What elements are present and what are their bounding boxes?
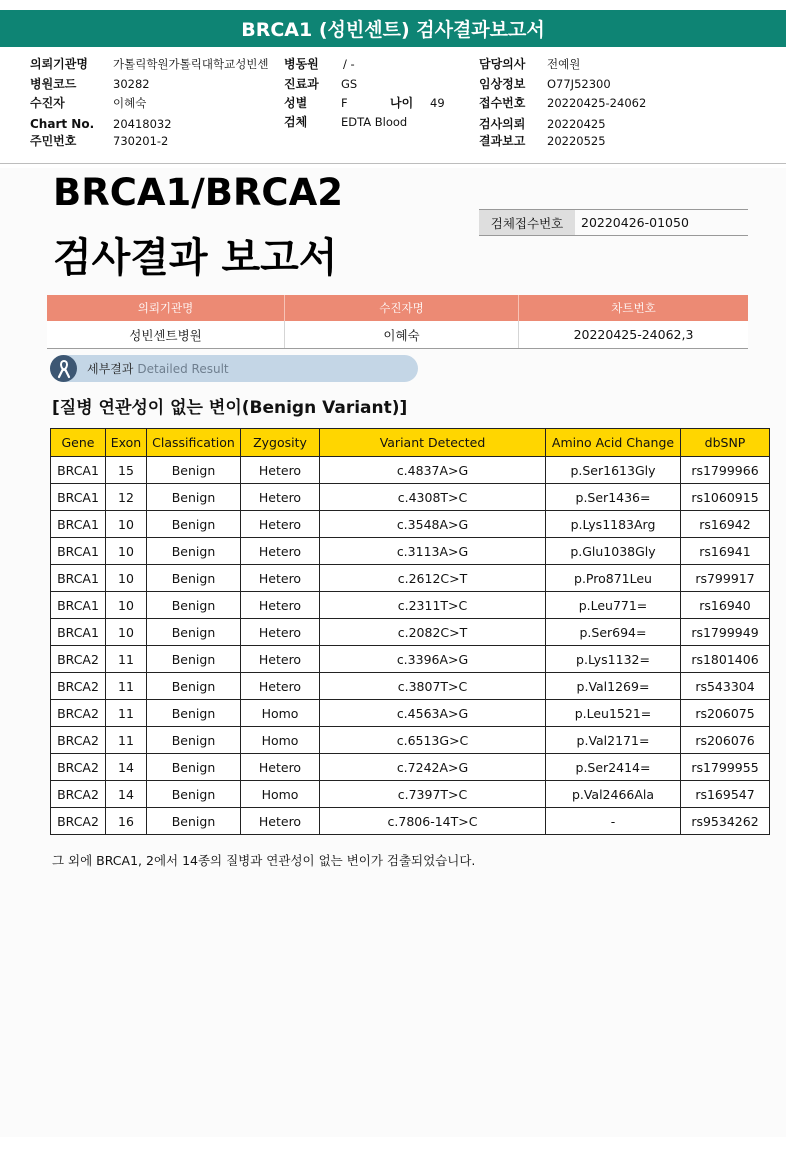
variant-cell-classification: Benign — [147, 511, 241, 538]
summary-header-cell: 수진자명 — [285, 295, 519, 321]
variant-cell-exon: 16 — [106, 808, 147, 835]
variant-cell-amino-acid: p.Lys1183Arg — [546, 511, 681, 538]
variant-cell-exon: 15 — [106, 457, 147, 484]
variant-cell-exon: 10 — [106, 592, 147, 619]
variant-cell-amino-acid: p.Val2466Ala — [546, 781, 681, 808]
variant-cell-classification: Benign — [147, 592, 241, 619]
variant-cell-exon: 14 — [106, 781, 147, 808]
variant-cell-gene: BRCA1 — [51, 511, 106, 538]
request-label: 검사의뢰 — [479, 117, 526, 131]
variant-row — [51, 457, 770, 484]
variant-cell-classification: Benign — [147, 484, 241, 511]
variant-cell-variant: c.2082C>T — [320, 619, 546, 646]
variant-header-cell: Zygosity — [241, 429, 320, 457]
variant-cell-exon: 10 — [106, 619, 147, 646]
variant-cell-zygosity: Hetero — [241, 457, 320, 484]
variant-cell-exon: 14 — [106, 754, 147, 781]
variant-cell-variant: c.2311T>C — [320, 592, 546, 619]
variant-cell-classification: Benign — [147, 727, 241, 754]
detailed-result-pill — [50, 355, 418, 382]
variant-cell-classification: Benign — [147, 754, 241, 781]
chart-label: Chart No. — [30, 117, 95, 131]
variant-cell-zygosity: Hetero — [241, 484, 320, 511]
request-value: 20220425 — [547, 117, 606, 131]
variant-cell-classification: Benign — [147, 646, 241, 673]
doctor-value: 전예원 — [547, 57, 581, 71]
patient-label: 수진자 — [30, 96, 65, 110]
variant-header-cell: Classification — [147, 429, 241, 457]
variant-row — [51, 619, 770, 646]
variant-row — [51, 592, 770, 619]
variant-cell-classification: Benign — [147, 565, 241, 592]
divider — [0, 163, 786, 164]
variant-cell-dbsnp: rs16940 — [681, 592, 770, 619]
report-title-line2: 검사결과 보고서 — [53, 235, 338, 281]
summary-value-cell: 20220425-24062,3 — [519, 321, 749, 349]
variant-cell-amino-acid: p.Ser1613Gly — [546, 457, 681, 484]
variant-cell-zygosity: Hetero — [241, 673, 320, 700]
variant-cell-variant: c.3396A>G — [320, 646, 546, 673]
variant-cell-zygosity: Hetero — [241, 511, 320, 538]
variant-cell-variant: c.7397T>C — [320, 781, 546, 808]
receipt-value: 20220425-24062 — [547, 96, 647, 110]
ward-label: 병동원 — [284, 57, 319, 71]
variant-cell-variant: c.7806-14T>C — [320, 808, 546, 835]
variant-row — [51, 484, 770, 511]
variant-cell-amino-acid: - — [546, 808, 681, 835]
variant-cell-gene: BRCA2 — [51, 673, 106, 700]
variant-row — [51, 673, 770, 700]
variant-cell-gene: BRCA1 — [51, 619, 106, 646]
variant-cell-exon: 12 — [106, 484, 147, 511]
specimen-receipt-label: 검체접수번호 — [479, 210, 575, 235]
sex-label: 성별 — [284, 96, 308, 110]
variant-cell-dbsnp: rs1801406 — [681, 646, 770, 673]
id-value: 730201-2 — [113, 134, 169, 148]
variant-cell-dbsnp: rs1799955 — [681, 754, 770, 781]
specimen-receipt-value: 20220426-01050 — [581, 215, 689, 230]
variant-cell-dbsnp: rs16941 — [681, 538, 770, 565]
variant-cell-gene: BRCA1 — [51, 484, 106, 511]
variant-cell-zygosity: Hetero — [241, 592, 320, 619]
variant-cell-exon: 11 — [106, 673, 147, 700]
variant-cell-dbsnp: rs1060915 — [681, 484, 770, 511]
variant-cell-exon: 11 — [106, 727, 147, 754]
variant-cell-classification: Benign — [147, 673, 241, 700]
variant-cell-variant: c.4308T>C — [320, 484, 546, 511]
variant-cell-gene: BRCA2 — [51, 700, 106, 727]
variant-cell-amino-acid: p.Ser1436= — [546, 484, 681, 511]
specimen-value: EDTA Blood — [341, 115, 408, 129]
report-title-line1: BRCA1/BRCA2 — [53, 171, 343, 214]
clinical-value: O77J52300 — [547, 77, 611, 91]
variant-cell-amino-acid: p.Ser2414= — [546, 754, 681, 781]
variant-row — [51, 511, 770, 538]
variant-cell-gene: BRCA2 — [51, 754, 106, 781]
variant-cell-classification: Benign — [147, 700, 241, 727]
variant-cell-gene: BRCA1 — [51, 592, 106, 619]
variant-cell-classification: Benign — [147, 781, 241, 808]
variant-cell-dbsnp: rs799917 — [681, 565, 770, 592]
variant-cell-amino-acid: p.Leu1521= — [546, 700, 681, 727]
variant-row — [51, 808, 770, 835]
summary-header-row — [47, 295, 748, 321]
variant-cell-exon: 11 — [106, 700, 147, 727]
institution-label: 의뢰기관명 — [30, 57, 88, 71]
variant-cell-zygosity: Hetero — [241, 646, 320, 673]
report-header-title: BRCA1 (성빈센트) 검사결과보고서 — [241, 19, 545, 41]
variant-cell-classification: Benign — [147, 538, 241, 565]
variant-row — [51, 781, 770, 808]
dept-label: 진료과 — [284, 77, 319, 91]
variant-cell-exon: 11 — [106, 646, 147, 673]
footnote: 그 외에 BRCA1, 2에서 14종의 질병과 연관성이 없는 변이가 검출되었습니다. — [52, 853, 476, 868]
variant-row — [51, 754, 770, 781]
variant-cell-zygosity: Homo — [241, 700, 320, 727]
variant-cell-variant: c.4563A>G — [320, 700, 546, 727]
variant-header-row — [51, 429, 770, 457]
variant-cell-amino-acid: p.Val1269= — [546, 673, 681, 700]
variant-cell-exon: 10 — [106, 538, 147, 565]
summary-value-cell: 이혜숙 — [285, 321, 519, 349]
variant-cell-zygosity: Hetero — [241, 619, 320, 646]
variant-row — [51, 700, 770, 727]
ribbon-icon — [50, 355, 77, 382]
variant-cell-dbsnp: rs1799949 — [681, 619, 770, 646]
detailed-result-label-ko: 세부결과 — [87, 362, 134, 376]
doctor-label: 담당의사 — [479, 57, 526, 71]
variant-cell-zygosity: Homo — [241, 727, 320, 754]
variant-cell-gene: BRCA1 — [51, 538, 106, 565]
variant-cell-zygosity: Hetero — [241, 754, 320, 781]
hospital-code-value: 30282 — [113, 77, 150, 91]
variant-cell-gene: BRCA2 — [51, 781, 106, 808]
report-date-label: 결과보고 — [479, 134, 526, 148]
variant-cell-amino-acid: p.Ser694= — [546, 619, 681, 646]
variant-cell-variant: c.2612C>T — [320, 565, 546, 592]
variant-row — [51, 727, 770, 754]
variant-cell-dbsnp: rs206076 — [681, 727, 770, 754]
summary-value-cell: 성빈센트병원 — [47, 321, 285, 349]
age-value: 49 — [430, 96, 445, 110]
id-label: 주민번호 — [30, 134, 77, 148]
variant-cell-exon: 10 — [106, 565, 147, 592]
report-date-value: 20220525 — [547, 134, 606, 148]
variant-cell-classification: Benign — [147, 457, 241, 484]
summary-header-cell: 의뢰기관명 — [47, 295, 285, 321]
variant-cell-variant: c.6513G>C — [320, 727, 546, 754]
summary-value-row — [47, 321, 748, 349]
patient-value: 이혜숙 — [113, 96, 147, 110]
variant-cell-amino-acid: p.Lys1132= — [546, 646, 681, 673]
detailed-result-label-en: Detailed Result — [137, 361, 229, 376]
variant-cell-zygosity: Hetero — [241, 538, 320, 565]
variant-cell-zygosity: Homo — [241, 781, 320, 808]
variant-cell-gene: BRCA2 — [51, 727, 106, 754]
sex-value: F — [341, 96, 348, 110]
variant-cell-dbsnp: rs206075 — [681, 700, 770, 727]
receipt-label: 접수번호 — [479, 96, 526, 110]
variant-row — [51, 538, 770, 565]
variant-cell-variant: c.3548A>G — [320, 511, 546, 538]
variant-cell-classification: Benign — [147, 619, 241, 646]
clinical-label: 임상정보 — [479, 77, 526, 91]
variant-cell-exon: 10 — [106, 511, 147, 538]
variant-cell-gene: BRCA1 — [51, 565, 106, 592]
summary-table — [47, 295, 748, 349]
variant-cell-dbsnp: rs169547 — [681, 781, 770, 808]
variant-cell-dbsnp: rs9534262 — [681, 808, 770, 835]
variant-cell-variant: c.3807T>C — [320, 673, 546, 700]
variant-cell-gene: BRCA2 — [51, 646, 106, 673]
variant-cell-zygosity: Hetero — [241, 808, 320, 835]
age-label: 나이 — [390, 96, 414, 110]
specimen-receipt-box — [479, 209, 748, 236]
variant-cell-variant: c.7242A>G — [320, 754, 546, 781]
variant-cell-amino-acid: p.Glu1038Gly — [546, 538, 681, 565]
variant-cell-variant: c.3113A>G — [320, 538, 546, 565]
variant-cell-zygosity: Hetero — [241, 565, 320, 592]
section-title: [질병 연관성이 없는 변이(Benign Variant)] — [52, 398, 408, 418]
variant-cell-variant: c.4837A>G — [320, 457, 546, 484]
variant-header-cell: Amino Acid Change — [546, 429, 681, 457]
hospital-code-label: 병원코드 — [30, 77, 77, 91]
variant-header-cell: Variant Detected — [320, 429, 546, 457]
summary-header-cell: 차트번호 — [519, 295, 749, 321]
variant-header-cell: Gene — [51, 429, 106, 457]
variant-row — [51, 565, 770, 592]
dept-value: GS — [341, 77, 358, 91]
variant-cell-amino-acid: p.Leu771= — [546, 592, 681, 619]
variant-header-cell: dbSNP — [681, 429, 770, 457]
variant-cell-classification: Benign — [147, 808, 241, 835]
report-header — [0, 10, 786, 47]
variant-cell-dbsnp: rs1799966 — [681, 457, 770, 484]
variant-table — [50, 428, 770, 835]
specimen-label: 검체 — [284, 115, 308, 129]
variant-cell-dbsnp: rs543304 — [681, 673, 770, 700]
variant-cell-amino-acid: p.Val2171= — [546, 727, 681, 754]
variant-header-cell: Exon — [106, 429, 147, 457]
variant-cell-dbsnp: rs16942 — [681, 511, 770, 538]
chart-value: 20418032 — [113, 117, 172, 131]
institution-value: 가톨릭학원가톨릭대학교성빈센 — [113, 57, 269, 71]
variant-cell-gene: BRCA2 — [51, 808, 106, 835]
variant-cell-amino-acid: p.Pro871Leu — [546, 565, 681, 592]
ward-value: / - — [343, 57, 355, 71]
variant-row — [51, 646, 770, 673]
variant-table-body — [51, 457, 770, 835]
variant-cell-gene: BRCA1 — [51, 457, 106, 484]
